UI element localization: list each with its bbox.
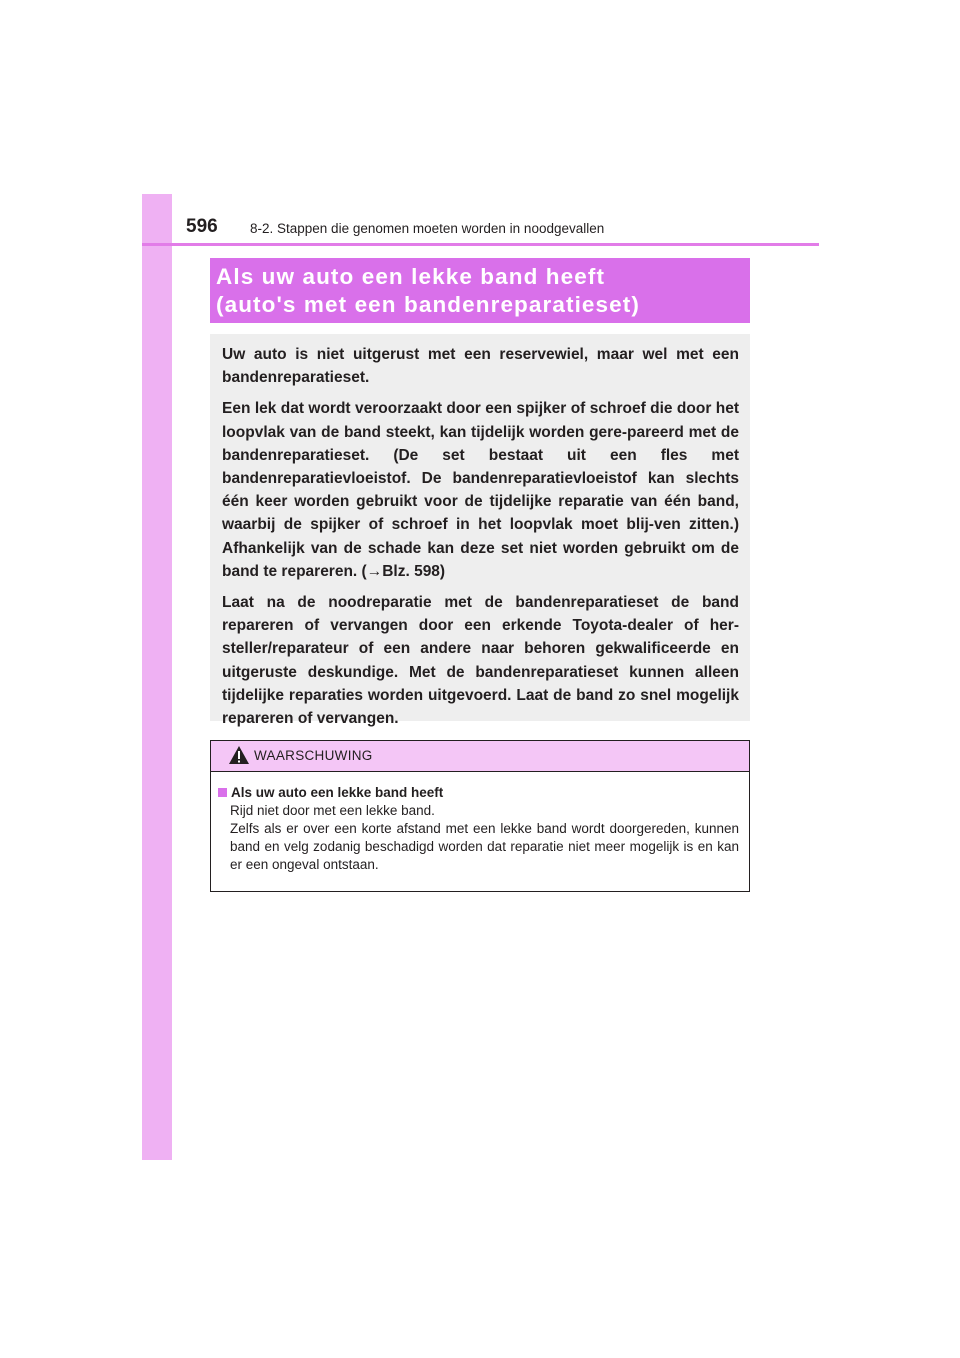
intro-paragraph: Laat na de noodreparatie met de bandenreparatieset de band repareren of vervangen door een erkende Toyota-dealer of her-steller/reparateur of een andere naar behoren gekwalificeerde en uitgeruste deskundige. Met de bandenreparatieset kunnen alleen tijdelijke reparaties worden uitgevoerd. Laat de band zo snel mogelijk repareren of vervangen. bbox=[222, 594, 739, 728]
warning-line: Zelfs als er over een korte afstand met een lekke band wordt doorgereden, kunnen band en velg zodanig beschadigd worden dat reparatie niet meer mogelijk is en kan er een ongeval ontstaan. bbox=[230, 821, 739, 872]
section-title-line-1: Als uw auto een lekke band heeft bbox=[216, 264, 606, 289]
warning-subheading-text: Als uw auto een lekke band heeft bbox=[231, 785, 444, 800]
warning-header bbox=[211, 741, 749, 772]
section-title-banner bbox=[210, 258, 750, 323]
warning-triangle-icon bbox=[228, 745, 250, 765]
intro-paragraph: Een lek dat wordt veroorzaakt door een spijker of schroef die door het loopvlak van de band steekt, kan tijdelijk worden gere-pareerd met de bandenreparatieset. (De set bestaat uit een fles met bandenreparatievloeistof. De bandenreparatievloeistof kan slechts één keer worden gebruikt voor de tijdelijke reparatie van één band, waarbij de spijker of schroef in het loopvlak moet blij-ven zitten.) Afhankelijk van de schade kan deze set niet worden gebruikt om de band te repareren. (→Blz. 598) bbox=[222, 400, 739, 580]
bullet-square-icon bbox=[218, 788, 227, 797]
warning-body bbox=[211, 772, 749, 874]
chapter-side-tab bbox=[142, 194, 172, 1160]
warning-line: Rijd niet door met een lekke band. bbox=[230, 803, 435, 818]
intro-paragraph: Uw auto is niet uitgerust met een reservewiel, maar wel met een bandenreparatieset. bbox=[222, 346, 739, 387]
chapter-title: 8-2. Stappen die genomen moeten worden in noodgevallen bbox=[250, 221, 605, 236]
intro-box bbox=[210, 334, 750, 728]
warning-title: WAARSCHUWING bbox=[254, 748, 373, 763]
page-number: 596 bbox=[186, 216, 218, 237]
warning-box bbox=[210, 740, 750, 892]
section-title-line-2: (auto's met een bandenreparatieset) bbox=[216, 292, 640, 317]
warning-subheading bbox=[218, 784, 739, 802]
header-divider bbox=[142, 243, 819, 246]
warning-text bbox=[218, 802, 739, 874]
